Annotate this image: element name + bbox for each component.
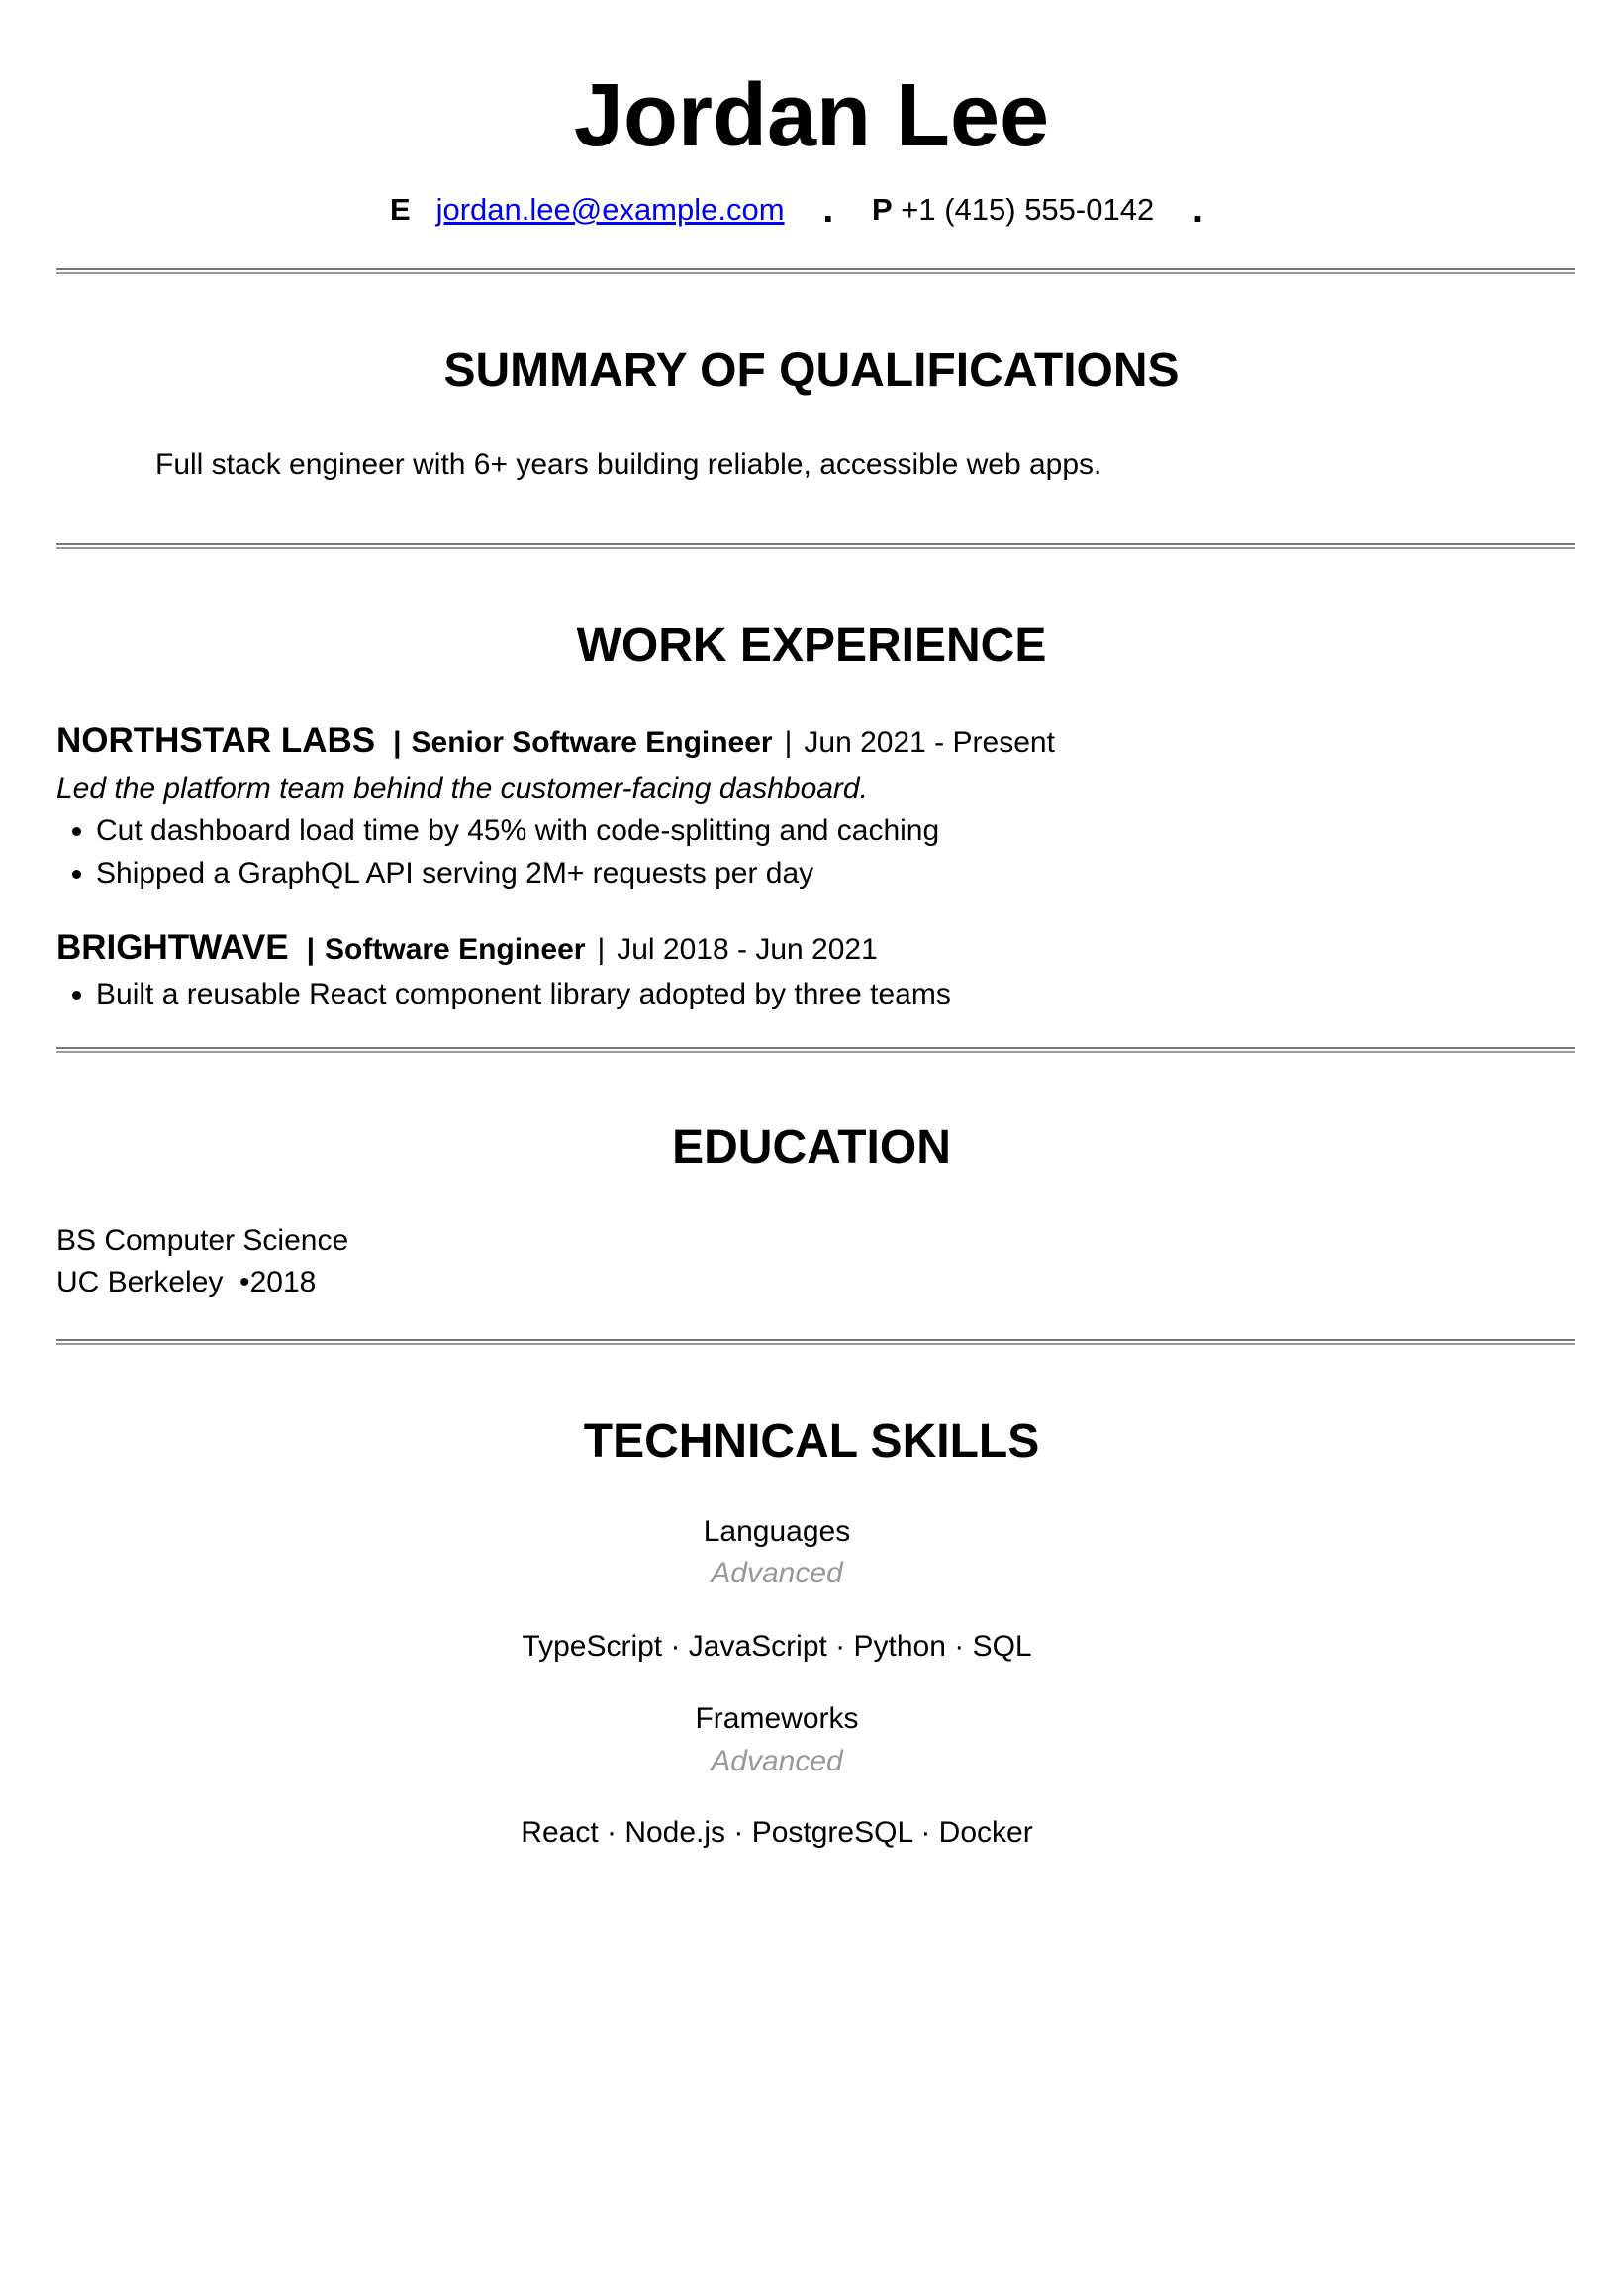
phone-number: +1 (415) 555-0142 bbox=[901, 192, 1155, 227]
job-dates: Jul 2018 - Jun 2021 bbox=[617, 933, 878, 966]
job-bullets bbox=[56, 810, 939, 895]
summary-heading: SUMMARY OF QUALIFICATIONS bbox=[443, 344, 1180, 397]
summary-text: Full stack engineer with 6+ years building reliable, accessible web apps. bbox=[155, 448, 1102, 481]
contact-separator: . bbox=[822, 187, 834, 231]
skill-category: Frameworks bbox=[695, 1702, 859, 1735]
divider bbox=[56, 543, 1575, 549]
list-item: • Cut dashboard load time by 45% with code-splitting and caching bbox=[96, 810, 939, 852]
job-role: Software Engineer bbox=[325, 933, 586, 966]
contact-line bbox=[0, 184, 1623, 233]
divider bbox=[56, 1047, 1575, 1053]
skill-category: Languages bbox=[703, 1515, 851, 1548]
education-heading: EDUCATION bbox=[672, 1121, 951, 1174]
education-school-line: UC Berkeley •2018 bbox=[56, 1266, 317, 1298]
email-link[interactable]: jordan.lee@example.com bbox=[435, 192, 785, 227]
list-item: • Shipped a GraphQL API serving 2M+ requests per day bbox=[96, 852, 939, 895]
skills-heading: TECHNICAL SKILLS bbox=[583, 1415, 1040, 1468]
skill-items: React · Node.js · PostgreSQL · Docker bbox=[521, 1816, 1033, 1849]
job-dates: Jun 2021 - Present bbox=[804, 726, 1055, 759]
company-name: BRIGHTWAVE bbox=[56, 928, 289, 967]
list-item: • Built a reusable React component library adopted by three teams bbox=[96, 973, 951, 1015]
contact-separator-end: . bbox=[1192, 187, 1203, 231]
skill-items: TypeScript · JavaScript · Python · SQL bbox=[522, 1630, 1032, 1663]
experience-heading: WORK EXPERIENCE bbox=[576, 620, 1047, 672]
job-header: BRIGHTWAVE | Software Engineer | Jul 2018 - Jun 2021 bbox=[56, 928, 878, 967]
email-label: E bbox=[390, 192, 411, 227]
company-name: NORTHSTAR LABS bbox=[56, 721, 376, 760]
job-header: NORTHSTAR LABS | Senior Software Engineer | Jun 2021 - Present bbox=[56, 721, 1055, 760]
skill-level: Advanced bbox=[711, 1557, 843, 1589]
education-school: UC Berkeley bbox=[56, 1266, 224, 1298]
job-bullets bbox=[56, 973, 951, 1015]
skill-level: Advanced bbox=[711, 1745, 843, 1777]
candidate-name: Jordan Lee bbox=[573, 66, 1050, 165]
job-role: Senior Software Engineer bbox=[411, 726, 773, 759]
divider bbox=[56, 1339, 1575, 1345]
education-year: 2018 bbox=[249, 1266, 317, 1298]
divider bbox=[56, 268, 1575, 274]
job-description: Led the platform team behind the customer-facing dashboard. bbox=[56, 772, 868, 805]
education-degree: BS Computer Science bbox=[56, 1224, 349, 1257]
phone-label: P bbox=[871, 192, 893, 227]
